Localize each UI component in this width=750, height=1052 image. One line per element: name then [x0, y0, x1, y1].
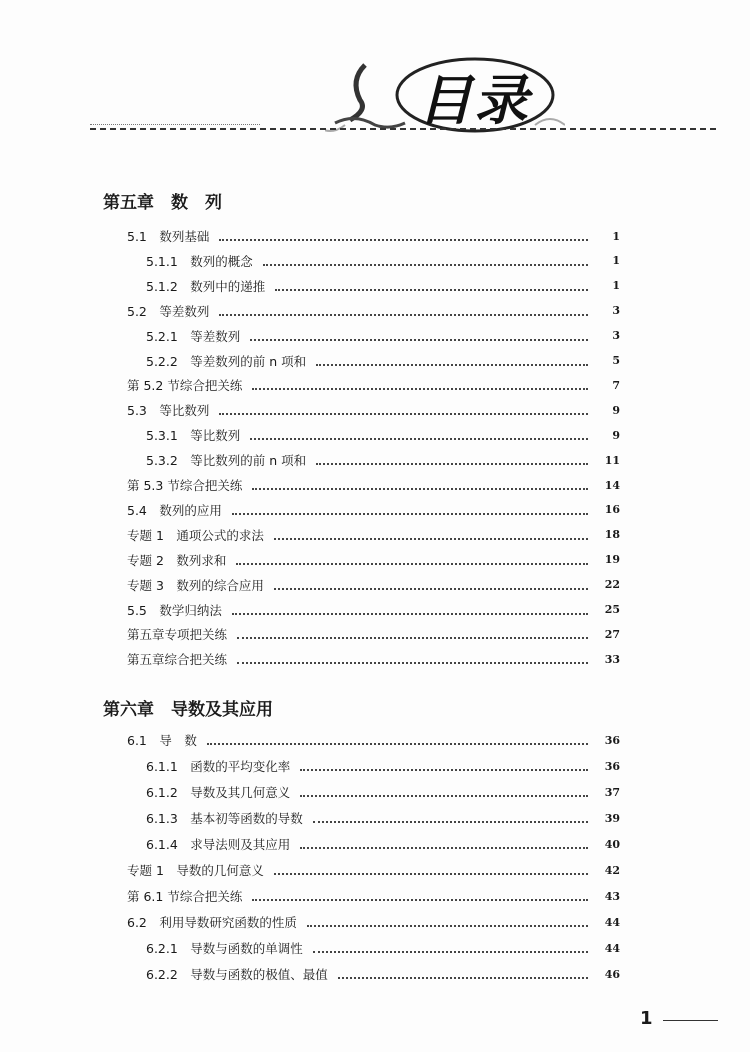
toc-entry[interactable] [146, 425, 620, 445]
toc-entry-label: 专题 3 数列的综合应用 [127, 577, 264, 593]
dot-leader [250, 430, 588, 440]
toc-entry[interactable] [146, 782, 620, 802]
toc-entry[interactable] [146, 938, 620, 958]
toc-entry-page: 19 [604, 553, 620, 567]
toc-entry-page: 1 [612, 229, 620, 243]
dot-leader [207, 735, 588, 745]
toc-entry-page: 14 [604, 478, 620, 492]
dot-leader [275, 281, 588, 291]
dot-leader [338, 969, 588, 979]
page-title: 目录 [418, 69, 530, 132]
toc-entry-label: 5.3.1 等比数列 [146, 428, 241, 444]
dot-leader [219, 405, 588, 415]
toc-entry-label: 6.2.2 导数与函数的极值、最值 [146, 967, 328, 982]
dot-leader [300, 839, 588, 849]
toc-entry[interactable] [127, 550, 620, 570]
toc-entry-page: 44 [604, 941, 620, 955]
chapter-heading: 第六章 导数及其应用 [103, 700, 273, 720]
dot-leader [252, 480, 588, 490]
toc-entry[interactable] [127, 500, 620, 520]
toc-entry[interactable] [146, 808, 620, 828]
toc-entry[interactable] [146, 276, 620, 296]
page-number: 1 [640, 1008, 653, 1029]
dot-leader [237, 654, 588, 664]
toc-entry-label: 5.2.2 等差数列的前 n 项和 [146, 353, 307, 369]
dot-leader [307, 917, 588, 927]
dot-leader [274, 865, 588, 875]
toc-entry-page: 22 [604, 578, 620, 592]
toc-entry-page: 39 [604, 811, 620, 825]
toc-entry-page: 37 [604, 785, 620, 799]
dot-leader [219, 231, 588, 241]
toc-entry-page: 3 [612, 329, 620, 343]
toc-entry[interactable] [127, 475, 620, 495]
toc-entry[interactable] [146, 251, 620, 271]
toc-entry-label: 6.1 导 数 [127, 733, 197, 748]
dot-leader [219, 306, 588, 316]
toc-entry-label: 5.1.1 数列的概念 [146, 253, 253, 269]
dot-leader [300, 787, 588, 797]
dot-leader [252, 891, 588, 901]
toc-entry-page: 5 [612, 354, 620, 367]
dot-leader [232, 605, 588, 615]
toc-entry-label: 5.2.1 等差数列 [146, 328, 241, 344]
toc-entry-label: 5.5 数学归纳法 [127, 602, 222, 618]
toc-entry-label: 5.1.2 数列中的递推 [146, 278, 266, 294]
toc-entry-page: 1 [612, 279, 620, 293]
dot-leader [232, 505, 588, 515]
toc-entry-label: 第五章综合把关练 [127, 652, 228, 668]
dot-leader [263, 256, 588, 266]
toc-entry-label: 5.4 数列的应用 [127, 502, 222, 518]
toc-entry-page: 27 [604, 627, 620, 641]
toc-entry[interactable] [146, 756, 620, 776]
toc-entry[interactable] [127, 375, 620, 395]
dot-leader [236, 555, 588, 565]
dot-leader [252, 380, 588, 390]
toc-entry[interactable] [146, 834, 620, 854]
toc-entry-label: 第五章专项把关练 [127, 627, 228, 643]
toc-entry[interactable] [127, 730, 620, 750]
dot-leader [274, 530, 588, 540]
toc-entry-label: 5.1 数列基础 [127, 229, 210, 244]
toc-entry-label: 5.3 等比数列 [127, 403, 210, 419]
toc-entry-page: 9 [612, 403, 620, 417]
toc-entry-page: 46 [604, 967, 620, 981]
toc-entry-page: 25 [604, 603, 620, 616]
toc-entry[interactable] [127, 624, 620, 644]
dot-leader [274, 580, 588, 590]
toc-entry[interactable] [127, 649, 620, 669]
toc-entry-label: 5.3.2 等比数列的前 n 项和 [146, 453, 307, 469]
toc-entry-page: 36 [604, 733, 620, 747]
header-dotted-rule [90, 124, 260, 125]
dot-leader [237, 629, 588, 639]
toc-entry-page: 18 [604, 528, 620, 542]
toc-entry[interactable] [127, 400, 620, 420]
dot-leader [313, 943, 588, 953]
toc-entry-label: 专题 2 数列求和 [127, 552, 227, 568]
toc-entry-page: 33 [604, 652, 620, 666]
toc-entry[interactable] [146, 351, 620, 371]
dot-leader [313, 813, 588, 823]
dot-leader [300, 761, 588, 771]
toc-entry[interactable] [146, 964, 620, 984]
toc-entry-label: 6.1.3 基本初等函数的导数 [146, 811, 303, 826]
dot-leader [316, 455, 588, 465]
toc-entry-page: 11 [604, 453, 620, 467]
toc-entry[interactable] [127, 860, 620, 880]
toc-entry-page: 9 [612, 428, 620, 442]
toc-entry-page: 36 [604, 759, 620, 773]
toc-entry-page: 40 [604, 837, 620, 851]
toc-entry[interactable] [127, 600, 620, 620]
toc-entry-label: 6.1.2 导数及其几何意义 [146, 785, 291, 800]
toc-entry-label: 第 5.2 节综合把关练 [127, 378, 243, 394]
toc-entry[interactable] [127, 525, 620, 545]
toc-entry[interactable] [127, 912, 620, 932]
dot-leader [250, 331, 588, 341]
toc-entry-label: 6.1.1 函数的平均变化率 [146, 759, 291, 774]
toc-entry-page: 44 [604, 915, 620, 929]
toc-entry[interactable] [146, 326, 620, 346]
toc-entry-label: 第 6.1 节综合把关练 [127, 889, 243, 904]
toc-entry-label: 6.1.4 求导法则及其应用 [146, 837, 291, 852]
toc-entry[interactable] [127, 575, 620, 595]
toc-entry-page: 43 [604, 889, 620, 903]
toc-entry-page: 16 [604, 503, 620, 517]
toc-entry[interactable] [146, 450, 620, 470]
toc-entry-page: 7 [612, 378, 620, 392]
chapter-heading: 第五章 数 列 [103, 193, 222, 213]
toc-entry-page: 3 [612, 304, 620, 318]
toc-entry[interactable] [127, 301, 620, 321]
toc-entry-label: 第 5.3 节综合把关练 [127, 478, 243, 493]
toc-entry-page: 1 [612, 254, 620, 268]
toc-entry-label: 专题 1 导数的几何意义 [127, 863, 264, 878]
toc-entry-label: 6.2 利用导数研究函数的性质 [127, 915, 297, 930]
footer-rule [663, 1020, 718, 1021]
toc-entry-label: 6.2.1 导数与函数的单调性 [146, 941, 303, 956]
toc-entry-label: 5.2 等差数列 [127, 303, 210, 319]
toc-entry-page: 42 [604, 863, 620, 877]
toc-entry[interactable] [127, 226, 620, 246]
toc-entry[interactable] [127, 886, 620, 906]
toc-entry-label: 专题 1 通项公式的求法 [127, 527, 264, 543]
dot-leader [316, 356, 588, 366]
header-dashed-rule [90, 128, 716, 130]
